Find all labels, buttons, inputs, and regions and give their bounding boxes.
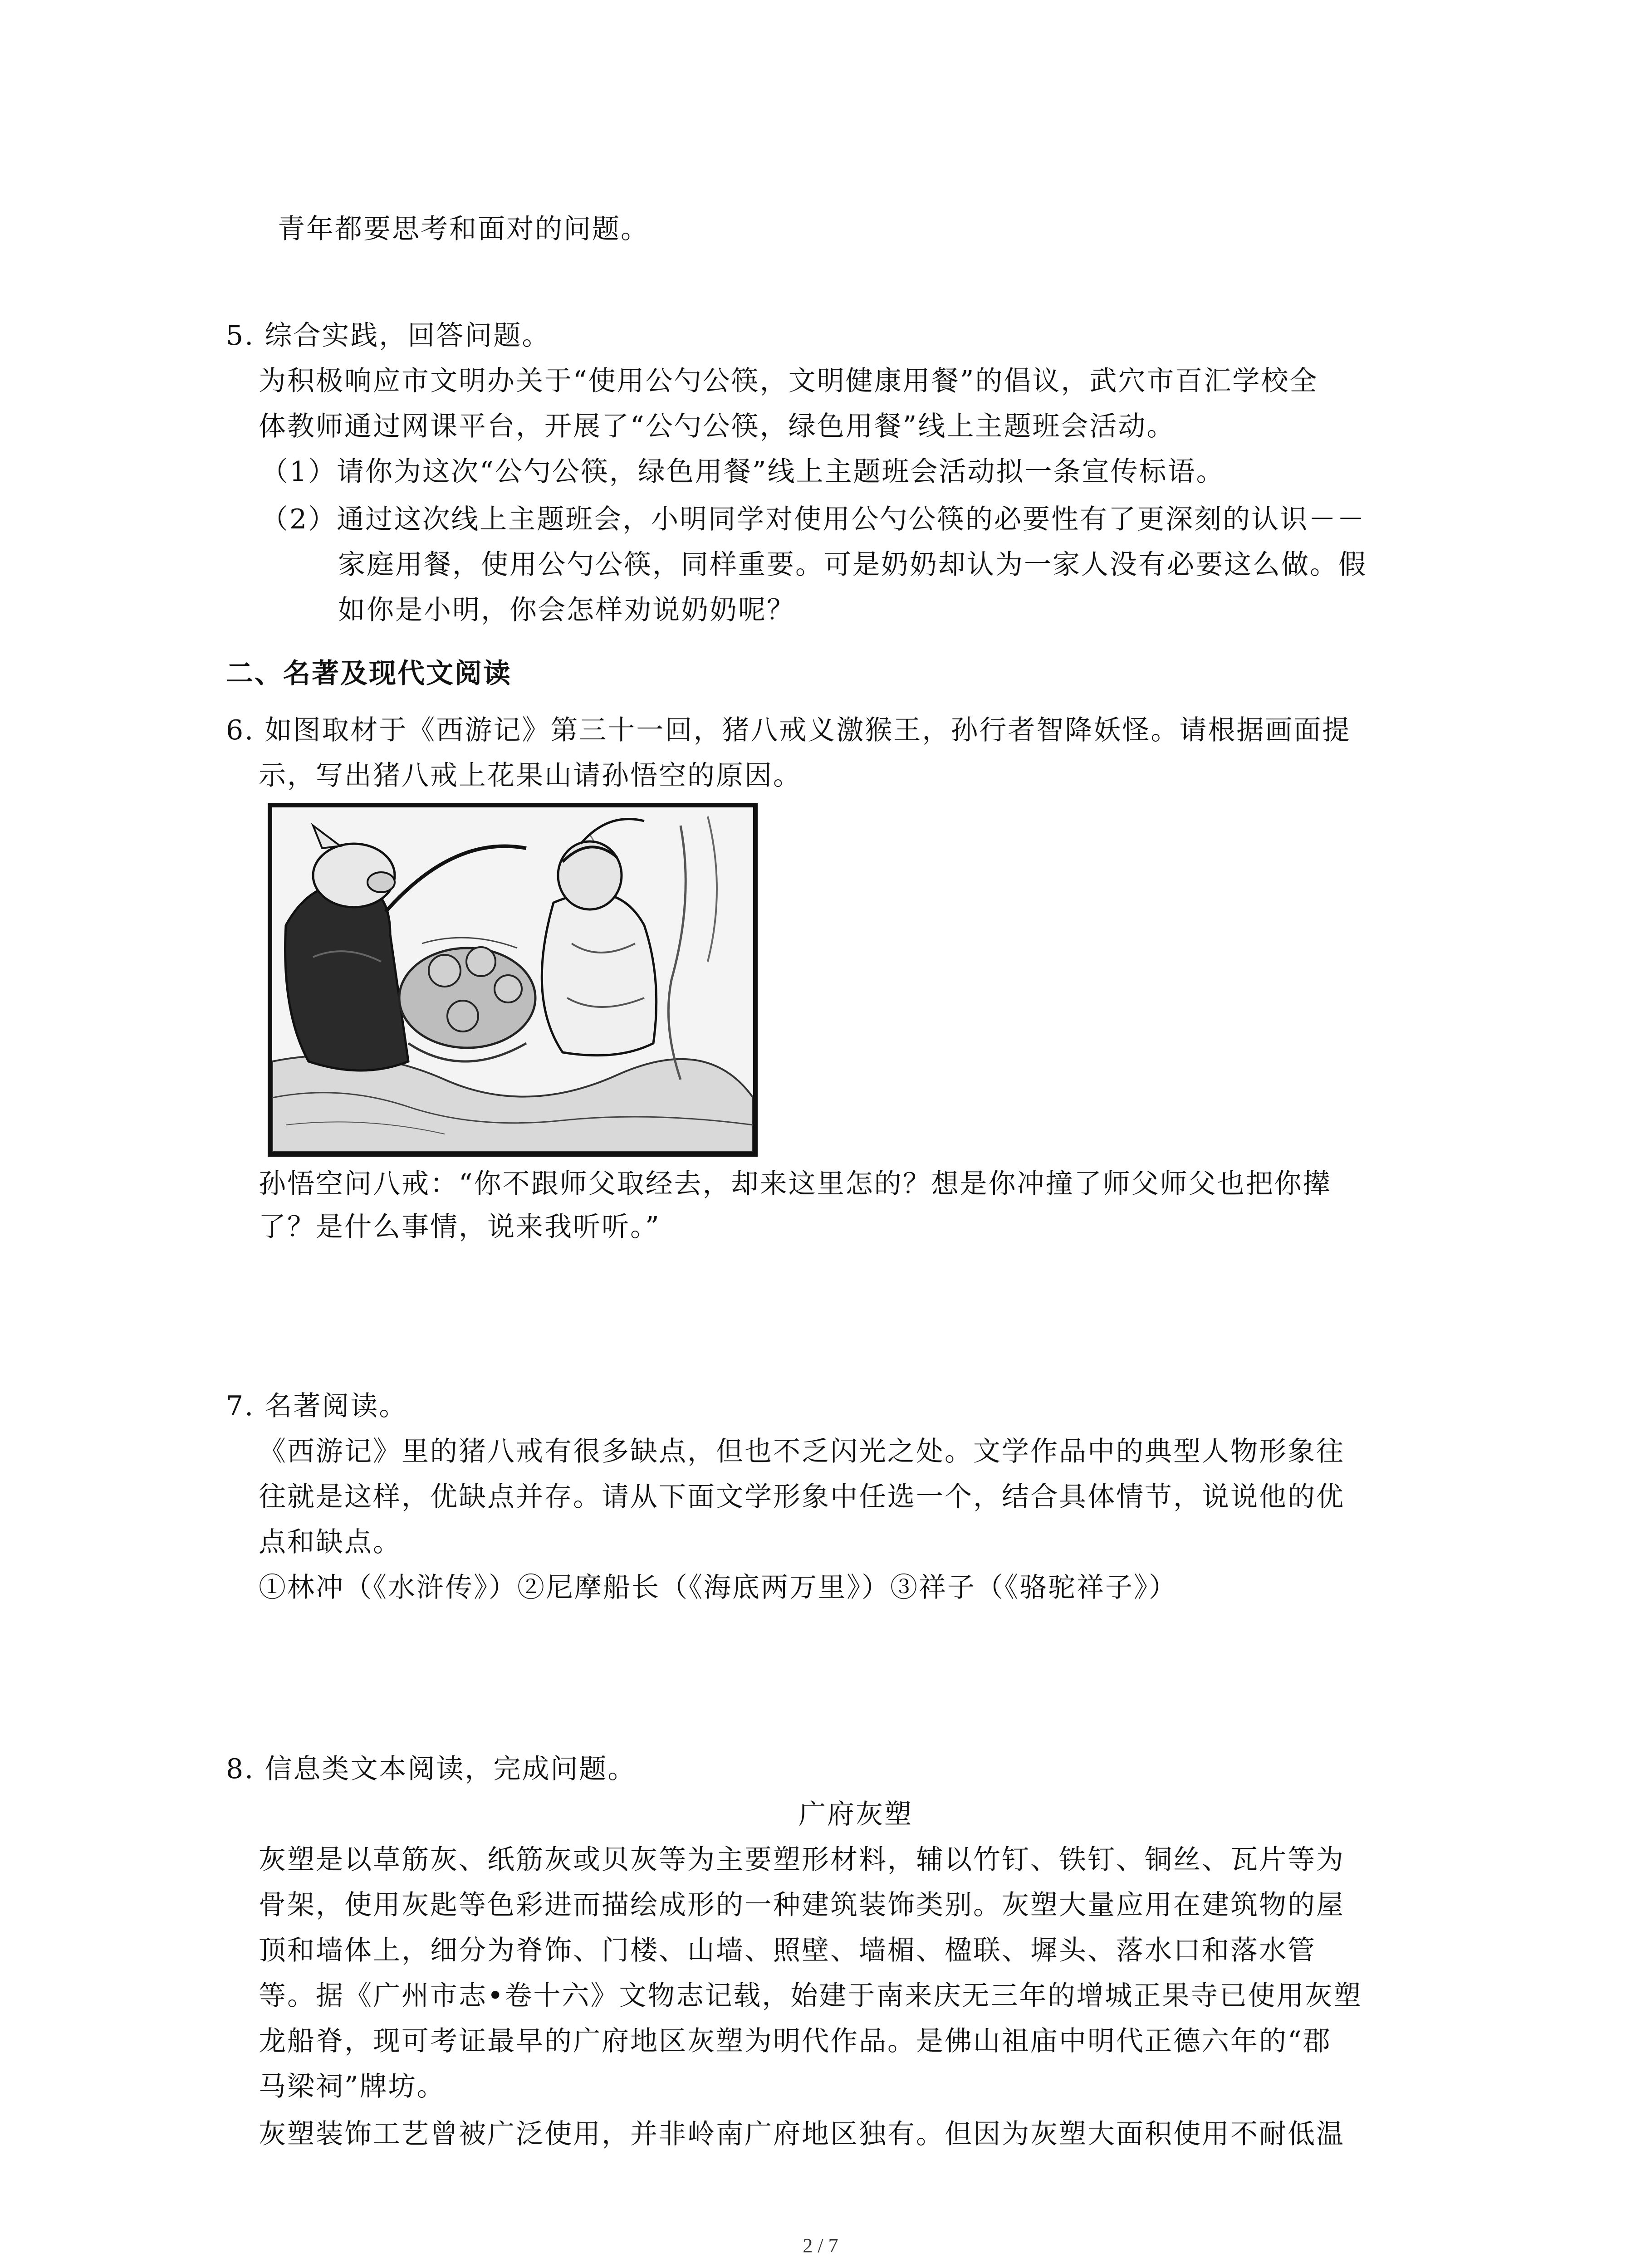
article-paragraph-line: 骨架，使用灰匙等色彩进而描绘成形的一种建筑装饰类别。灰塑大量应用在建筑物的屋: [259, 1889, 1345, 1921]
question-6-line: 6. 如图取材于《西游记》第三十一回，猪八戒义激猴王，孙行者智降妖怪。请根据画面提: [226, 714, 1351, 746]
article-paragraph-line: 灰塑装饰工艺曾被广泛使用，并非岭南广府地区独有。但因为灰塑大面积使用不耐低温: [259, 2118, 1345, 2150]
article-paragraph-line: 等。据《广州市志•卷十六》文物志记载，始建于南来庆无三年的增城正果寺已使用灰塑: [259, 1980, 1362, 2012]
continuation-line: 青年都要思考和面对的问题。: [278, 213, 649, 245]
question-5-sub-2-line: 家庭用餐，使用公勺公筷，同样重要。可是奶奶却认为一家人没有必要这么做。假: [338, 549, 1367, 581]
article-paragraph-line: 顶和墙体上，细分为脊饰、门楼、山墙、照壁、墙楣、楹联、墀头、落水口和落水管: [259, 1935, 1316, 1966]
question-5-sub-1: （1）请你为这次“公勺公筷，绿色用餐”线上主题班会活动拟一条宣传标语。: [261, 456, 1225, 488]
question-5-title: 5. 综合实践，回答问题。: [226, 320, 551, 352]
question-7-line: 往就是这样，优缺点并存。请从下面文学形象中任选一个，结合具体情节，说说他的优: [259, 1481, 1345, 1513]
article-paragraph-line: 龙船脊，现可考证最早的广府地区灰塑为明代作品。是佛山祖庙中明代正德六年的“郡: [259, 2025, 1332, 2057]
section-heading: 二、名著及现代文阅读: [226, 658, 512, 689]
question-5-intro-line: 体教师通过网课平台，开展了“公勺公筷，绿色用餐”线上主题班会活动。: [259, 411, 1176, 442]
article-title: 广府灰塑: [798, 1799, 913, 1830]
page-number: 2 / 7: [803, 2234, 838, 2257]
illustration-drawing: [272, 807, 753, 1152]
journey-to-the-west-illustration: [268, 803, 758, 1157]
question-5-intro-line: 为积极响应市文明办关于“使用公勺公筷，文明健康用餐”的倡议，武穴市百汇学校全: [259, 365, 1318, 397]
question-5-sub-2-line: 如你是小明，你会怎样劝说奶奶呢？: [338, 594, 795, 626]
question-8-title: 8. 信息类文本阅读，完成问题。: [226, 1753, 637, 1785]
question-7-line: 点和缺点。: [259, 1526, 402, 1558]
question-7-title: 7. 名著阅读。: [226, 1390, 408, 1422]
question-7-line: 《西游记》里的猪八戒有很多缺点，但也不乏闪光之处。文学作品中的典型人物形象往: [259, 1436, 1345, 1467]
question-6-quote-line: 了？是什么事情，说来我听听。”: [259, 1211, 661, 1243]
question-6-line: 示，写出猪八戒上花果山请孙悟空的原因。: [259, 760, 802, 792]
article-paragraph-line: 马梁祠”牌坊。: [259, 2071, 446, 2102]
question-5-sub-2-line: （2）通过这次线上主题班会，小明同学对使用公勺公筷的必要性有了更深刻的认识－－: [261, 503, 1366, 535]
question-7-options: ①林冲（《水浒传》）②尼摩船长（《海底两万里》）③祥子（《骆驼祥子》）: [259, 1572, 1177, 1603]
question-6-quote-line: 孙悟空问八戒：“你不跟师父取经去，却来这里怎的？想是你冲撞了师父师父也把你撵: [259, 1168, 1332, 1200]
article-paragraph-line: 灰塑是以草筋灰、纸筋灰或贝灰等为主要塑形材料，辅以竹钉、铁钉、铜丝、瓦片等为: [259, 1844, 1345, 1876]
